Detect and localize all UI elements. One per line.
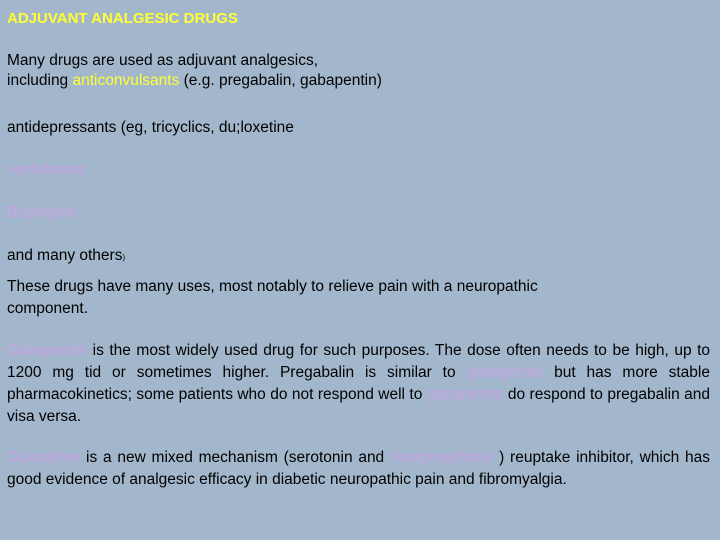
antidepressants-line: antidepressants (eg, tricyclics, du;loxetine (7, 119, 294, 136)
norepinephrine-term: norepinephrine (389, 449, 494, 466)
duloxetine-paragraph (7, 447, 710, 491)
anticonvulsants-term: anticonvulsants (72, 72, 180, 89)
bupropion-line: Bupropion (7, 204, 78, 221)
intro-examples: (e.g. pregabalin, gabapentin) (179, 72, 382, 89)
gabapentin-text-1: is the most widely used drug for such purposes. The dose often needs to be high, up to 1200 mg tid or sometimes higher. Pregabalin is similar to (7, 342, 710, 381)
uses-line-2: component. (7, 300, 88, 317)
uses-line-1: These drugs have many uses, most notably to relieve pain with a neuropathic (7, 278, 538, 295)
gabapentin-paragraph (7, 340, 710, 428)
many-others-line (7, 245, 125, 268)
gabapentin-text-3: do respond to pregabalin and visa versa. (7, 386, 710, 425)
duloxetine-term: Duloxetine (7, 449, 81, 466)
slide-title: ADJUVANT ANALGESIC DRUGS (7, 10, 238, 27)
gabapentin-text-2: but has more stable pharmacokinetics; some patients who do not respond well to (7, 364, 710, 403)
gabapentin-term: gabapentin (426, 386, 504, 403)
duloxetine-text-2: ) reuptake inhibitor, which has good evidence of analgesic efficacy in diabetic neuropathic pain and fibromyalgia. (7, 449, 710, 488)
many-others-mark: ) (122, 253, 126, 262)
intro-text: including (7, 72, 73, 89)
venlafaxine-line: venlafaxine (7, 161, 86, 178)
gabapentin-term: gabapentin (466, 364, 544, 381)
gabapentin-term: Gabapentin (7, 342, 88, 359)
intro-line-1: Many drugs are used as adjuvant analgesics, (7, 52, 319, 69)
duloxetine-text-1: is a new mixed mechanism (serotonin and (80, 449, 390, 466)
intro-line-2 (7, 70, 382, 91)
many-others-text: and many others (7, 247, 123, 264)
